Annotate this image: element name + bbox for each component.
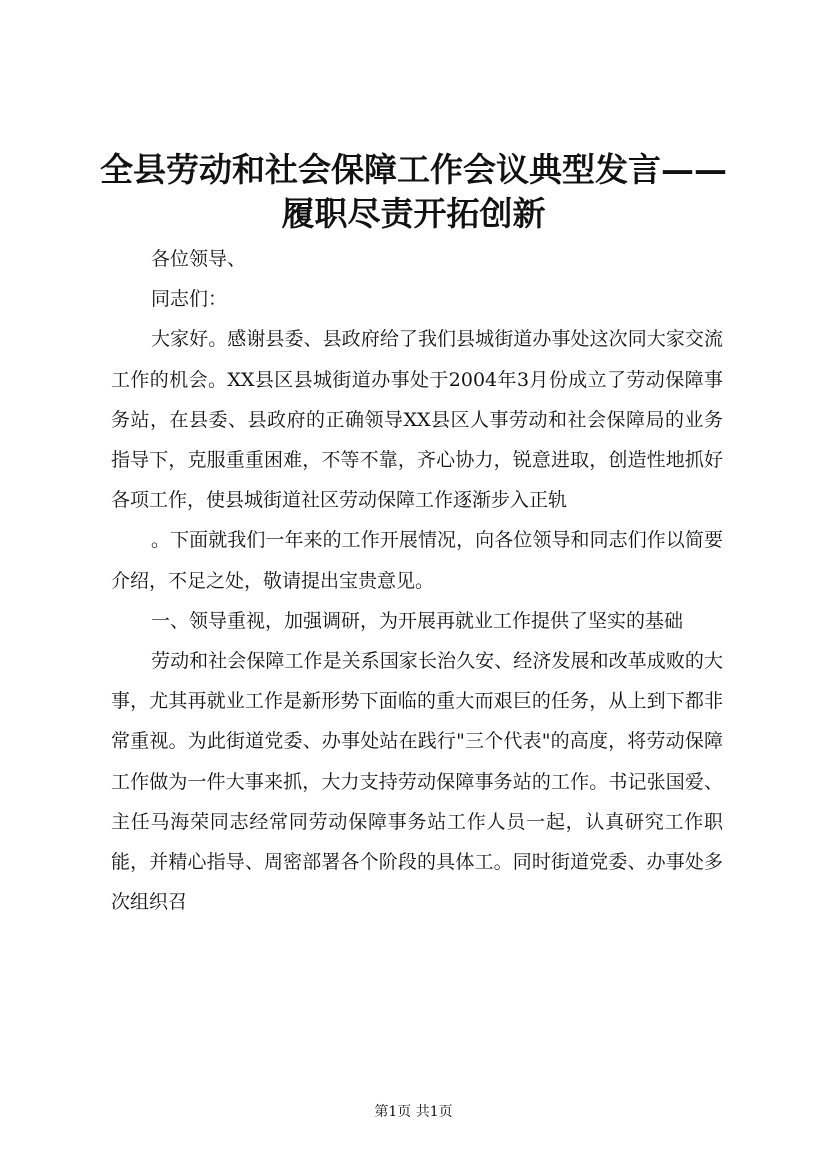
section-heading: 一、领导重视，加强调研，为开展再就业工作提供了坚实的基础: [151, 609, 684, 632]
body-paragraph: 。下面就我们一年来的工作开展情况，向各位领导和同志们作以简要介绍，不足之处，敬请提出宝贵意见。: [111, 529, 723, 592]
document-body: [111, 239, 723, 922]
body-paragraph: 劳动和社会保障工作是关系国家长治久安、经济发展和改革成败的大事，尤其再就业工作是新形势下面临的重大而艰巨的任务，从上到下都非常重视。为此街道党委、办事处站在践行"三个代表"的高度，将劳动保障工作做为一件大事来抓，大力支持劳动保障事务站的工作。书记张国爱、主任马海荣同志经常同劳动保障事务站工作人员一起，认真研究工作职能，并精心指导、周密部署各个阶段的具体工。同时街道党委、办事处多次组织召: [111, 650, 723, 914]
salutation-line-1: 各位领导、: [151, 248, 247, 270]
salutation-line-2: 同志们：: [151, 288, 228, 311]
page-number-footer: 第1页 共1页: [374, 1104, 453, 1120]
document-title: 全县劳动和社会保障工作会议典型发言——履职尽责开拓创新: [100, 150, 727, 233]
body-paragraph: 大家好。感谢县委、县政府给了我们县城街道办事处这次同大家交流工作的机会。XX县区县城街道办事处于2004年3月份成立了劳动保障事务站，在县委、县政府的正确领导XX县区人事劳动和社会保障局的业务指导下，克服重重困难，不等不靠，齐心协力，锐意进取，创造性地抓好各项工作，使县城街道社区劳动保障工作逐渐步入正轨: [111, 328, 723, 512]
